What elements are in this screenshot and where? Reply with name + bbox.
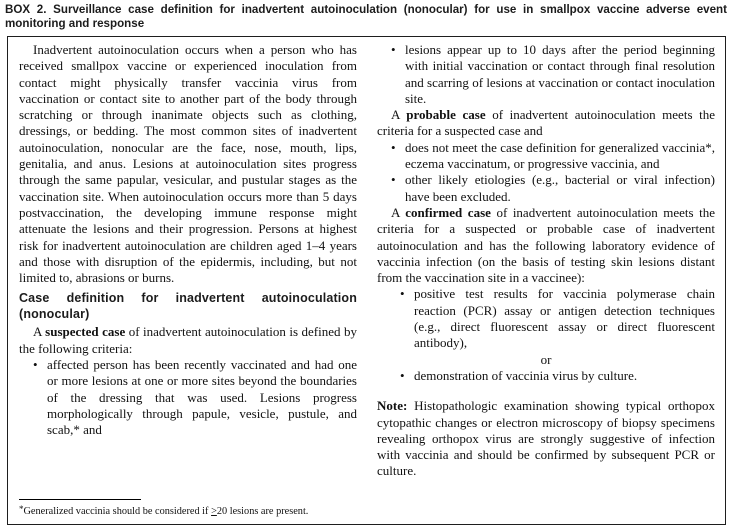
list-item [377, 42, 715, 107]
suspected-rest: of inadvertent autoinoculation is defined by the following criteria: [19, 324, 358, 356]
probable-case-paragraph [377, 107, 715, 140]
suspected-lead: A [33, 324, 46, 340]
note-label: Note: [377, 398, 408, 414]
confirmed-rest: of inadvertent autoinoculation meets the criteria for a suspected or probable case of inadvertent autoinoculation and has the following laboratory evidence of vaccinia infection (on the basis of testing skin lesions distant from the vaccination site in a vaccinee): [377, 204, 715, 286]
probable-criteria-list [377, 140, 715, 205]
intro-paragraph: Inadvertent autoinoculation occurs when a person who has received smallpox vaccine or experienced inoculation from contact might physically transfer vaccinia virus from vaccination or contact site to another part of the body through scratching or through inanimate objects such as clothing, dressings, or bedding. The most common sites of inadvertent autoinoculation, nonocular are the face, nose, mouth, lips, genitalia, and anus. Lesions at autoinoculation sites progress through the same papular, vesicular, and pustular stages as the vaccination site. When autoinoculation occurs more than 5 days postvaccination, the developing immune response might attenuate the lesions and their progression. Persons at highest risk for inadvertent autoinoculation are children aged 1–4 years and those with disruption of the epidermis, including, but not limited to, abrasions or burns. [19, 42, 357, 286]
box-title: BOX 2. Surveillance case definition for inadvertent autoinoculation (nonocular) for use in smallpox vaccine adverse event monitoring and response [5, 3, 727, 30]
confirmed-case-paragraph [377, 205, 715, 286]
bullet-icon: • [400, 367, 405, 383]
suspected-case-paragraph [19, 324, 357, 357]
case-definition-heading: Case definition for inadvertent autoinoculation (nonocular) [19, 291, 357, 322]
bullet-icon: • [400, 286, 405, 302]
list-item [19, 357, 357, 438]
list-item [377, 286, 715, 351]
note-paragraph [377, 398, 715, 479]
suspected-case-term: suspected case [45, 324, 126, 340]
list-item-text: does not meet the case definition for generalized vaccinia*, eczema vaccinatum, or progressive vaccinia, and [405, 139, 715, 172]
probable-lead: A [391, 107, 407, 123]
footnote [19, 499, 354, 519]
or-connector: or [540, 351, 552, 367]
list-item-text: demonstration of vaccinia virus by culture. [414, 367, 638, 383]
footnote-asterisk: * [19, 503, 24, 514]
two-column-layout [8, 37, 725, 480]
bullet-icon: • [391, 172, 396, 188]
list-item-text: lesions appear up to 10 days after the period beginning with initial vaccination or contact through final resolution and scarring of lesions at vaccination or contact inoculation site. [405, 42, 715, 106]
list-item-text: other likely etiologies (e.g., bacterial or viral infection) have been excluded. [405, 172, 715, 204]
suspected-criteria-continued-list [377, 42, 715, 107]
bullet-icon: • [391, 139, 396, 155]
footnote-divider [19, 499, 141, 500]
surveillance-definition-box [7, 36, 726, 525]
confirmed-lead: A [391, 204, 406, 220]
confirmed-case-term: confirmed case [405, 204, 491, 220]
lab-evidence-list [377, 286, 715, 351]
list-item-text: affected person has been recently vaccinated and had one or more lesions at one or more sites beyond the boundaries of the dressing that was used. Lesions progress morphologically through papule, vesicle, pustule, and scab,* and [47, 357, 357, 438]
list-item-text: positive test results for vaccinia polymerase chain reaction (PCR) assay or antigen detection techniques (e.g., direct fluorescent assay or direct fluorescent antibody), [414, 286, 715, 351]
right-column [377, 42, 715, 480]
probable-rest: of inadvertent autoinoculation meets the criteria for a suspected case and [377, 107, 715, 139]
bullet-icon: • [391, 42, 396, 57]
note-text: Histopathologic examination showing typical orthopox cytopathic changes or electron microscopy of biopsy specimens revealing orthopox virus are strongly suggestive of infection with vaccinia and should be confirmed by subsequent PCR or culture. [377, 398, 715, 479]
footnote-text-post: 20 lesions are present. [216, 505, 309, 517]
list-item [377, 368, 715, 384]
list-item [377, 140, 715, 173]
footnote-text-pre: Generalized vaccinia should be considered if [23, 505, 212, 517]
list-item [377, 172, 715, 205]
lab-evidence-list-continued [377, 368, 715, 384]
left-column [19, 42, 357, 480]
greater-equal-symbol: > [211, 505, 217, 517]
suspected-criteria-list [19, 357, 357, 438]
bullet-icon: • [33, 357, 38, 373]
probable-case-term: probable case [406, 107, 486, 123]
